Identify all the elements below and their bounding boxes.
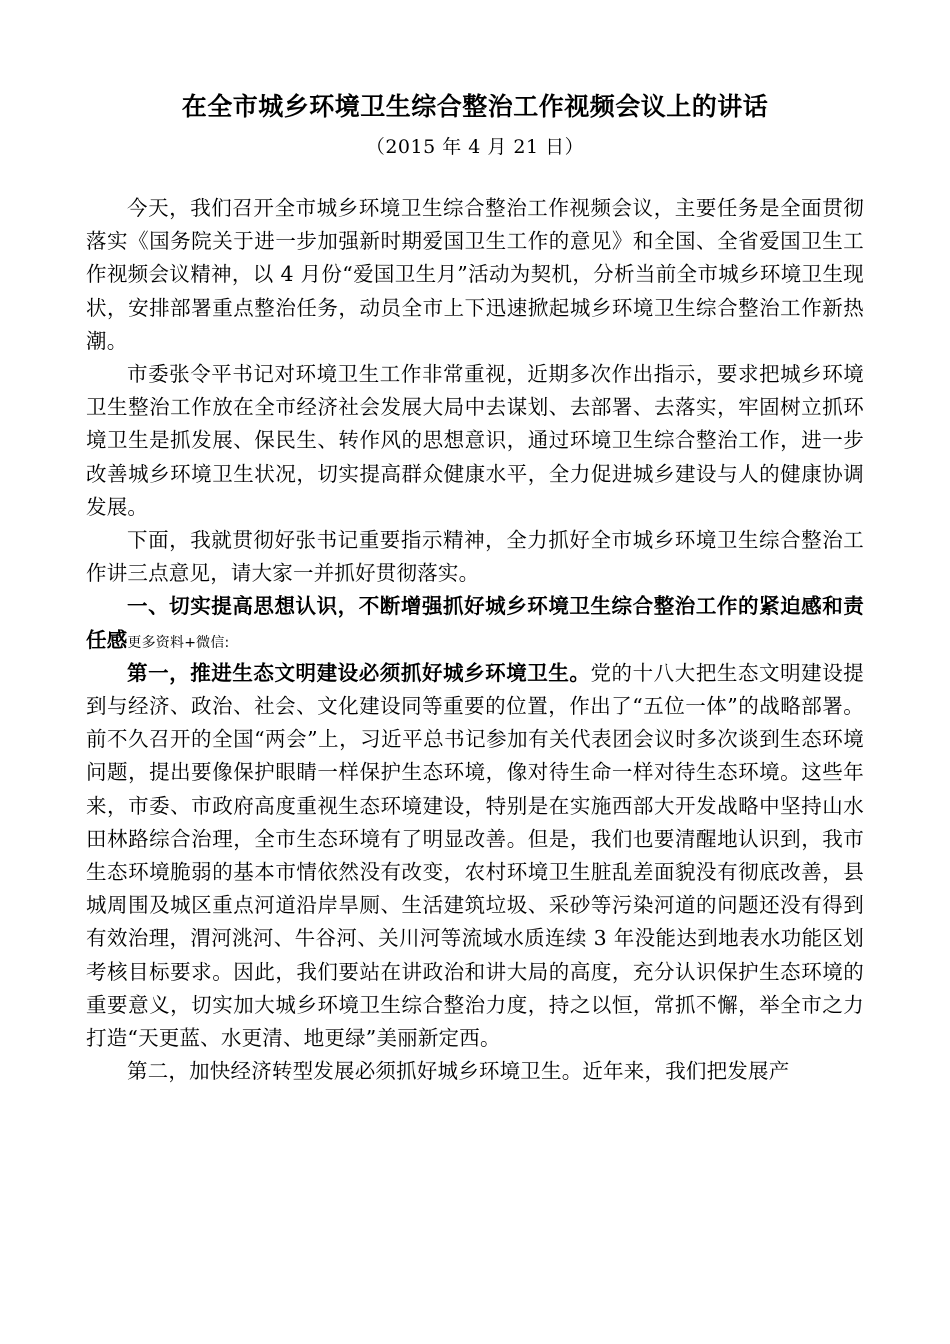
paragraph-5-lead: 第一，推进生态文明建设必须抓好城乡环境卫生。 (127, 660, 591, 685)
paragraph-3: 下面，我就贯彻好张书记重要指示精神，全力抓好全市城乡环境卫生综合整治工作讲三点意见，请大家一并抓好贯彻落实。 (86, 527, 864, 586)
paragraph-5 (86, 657, 864, 1055)
section-heading-1-text: 一、切实提高思想认识，不断增强抓好城乡环境卫生综合整治工作的紧迫感和责任感 (86, 594, 864, 652)
paragraph-5-text: 党的十八大把生态文明建设提到与经济、政治、社会、文化建设同等重要的位置，作出了“五位一体”的战略部署。前不久召开的全国“两会”上，习近平总书记参加有关代表团会议时多次谈到生态环境问题，提出要像保护眼睛一样保护生态环境，像对待生命一样对待生态环境。这些年来，市委、市政府高度重视生态环境建设，特别是在实施西部大开发战略中坚持山水田林路综合治理，全市生态环境有了明显改善。但是，我们也要清醒地认识到，我市生态环境脆弱的基本市情依然没有改变，农村环境卫生脏乱差面貌没有彻底改善，县城周围及城区重点河道沿岸旱厕、生活建筑垃圾、采砂等污染河道的问题还没有得到有效治理，渭河洮河、牛谷河、关川河等流域水质连续 3 年没能达到地表水功能区划考核目标要求。因此，我们要站在讲政治和讲大局的高度，充分认识保护生态环境的重要意义，切实加大城乡环境卫生综合整治力度，持之以恒，常抓不懈，举全市之力打造“天更蓝、水更清、地更绿”美丽新定西。 (86, 660, 864, 1050)
watermark-note: 更多资料+微信: (127, 634, 230, 651)
document-date: （2015 年 4 月 21 日） (365, 135, 585, 158)
paragraph-6: 第二，加快经济转型发展必须抓好城乡环境卫生。近年来，我们把发展产 (127, 1059, 790, 1084)
page-title: 在全市城乡环境卫生综合整治工作视频会议上的讲话 (181, 92, 769, 121)
section-heading-1 (86, 590, 864, 656)
paragraph-2: 市委张令平书记对环境卫生工作非常重视，近期多次作出指示，要求把城乡环境卫生整治工作放在全市经济社会发展大局中去谋划、去部署、去落实，牢固树立抓环境卫生是抓发展、保民生、转作风的思想意识，通过环境卫生综合整治工作，进一步改善城乡环境卫生状况，切实提高群众健康水平，全力促进城乡建设与人的健康协调发展。 (86, 361, 864, 519)
paragraph-1: 今天，我们召开全市城乡环境卫生综合整治工作视频会议，主要任务是全面贯彻落实《国务院关于进一步加强新时期爱国卫生工作的意见》和全国、全省爱国卫生工作视频会议精神，以 4 月份“爱国卫生月”活动为契机，分析当前全市城乡环境卫生现状，安排部署重点整治任务，动员全市上下迅速掀起城乡环境卫生综合整治工作新热潮。 (86, 195, 864, 353)
